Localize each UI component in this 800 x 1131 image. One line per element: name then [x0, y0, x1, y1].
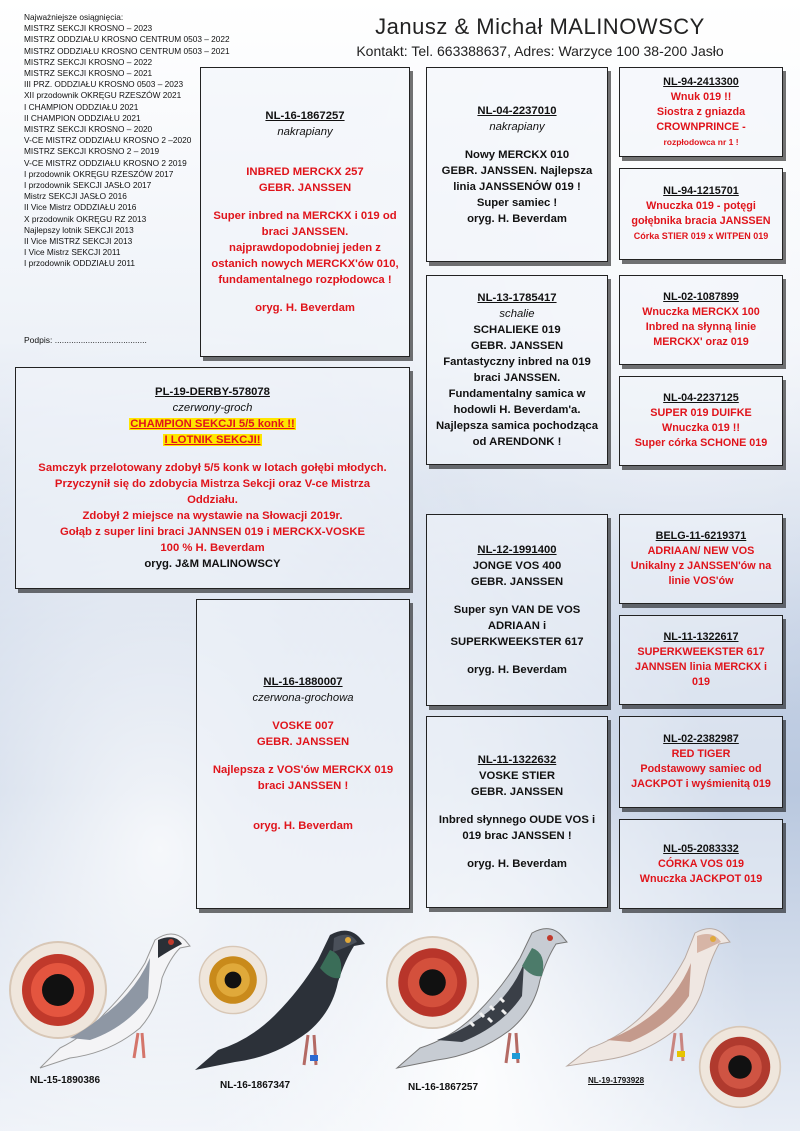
- pigeon-name: INBRED MERCKX 257: [246, 166, 364, 178]
- color-label: czerwony-groch: [172, 402, 253, 414]
- achievement-item: MISTRZ SEKCJI KROSNO – 2023: [24, 23, 153, 34]
- description: rozpłodowca nr 1 !: [663, 136, 739, 147]
- origin: oryg. H. Beverdam: [467, 858, 567, 870]
- ring-number: NL-11-1322632: [477, 754, 557, 766]
- pigeon-ring-label: NL-16-1867257: [408, 1082, 479, 1093]
- achievement-item: Najważniejsze osiągnięcia:: [24, 12, 124, 22]
- champion-badge: CHAMPION SEKCJI 5/5 konk !!: [130, 418, 295, 430]
- pigeon-card: [426, 275, 608, 465]
- pigeon-card: [426, 514, 608, 706]
- pigeon-ring-label: NL-19-1793928: [588, 1076, 645, 1085]
- ring-number: NL-12-1991400: [477, 544, 557, 556]
- percent-origin: 100 % H. Beverdam: [160, 542, 265, 554]
- achievement-item: V-CE MISTRZ ODDZIAŁU KROSNO 2 –2020: [24, 135, 192, 146]
- pigeon-dark-checker-icon: [190, 920, 370, 1085]
- origin: oryg. H. Beverdam: [467, 212, 567, 225]
- pigeon-card: [196, 599, 410, 909]
- ring-number: NL-05-2083332: [663, 842, 739, 855]
- achievement-item: XII przodownik OKRĘGU RZESZÓW 2021: [24, 90, 182, 101]
- description: CÓRKA VOS 019: [657, 857, 744, 870]
- description: Samczyk przelotowany zdobył 5/5 konk w lotach gołębi młodych. Przyczynił się do zdobycia Mistrza Sekcji oraz V-ce Mistrza Oddziału.: [38, 462, 387, 506]
- description: Wnuczka 019 !!: [662, 422, 740, 434]
- breeder-name: GEBR. JANSSEN: [258, 182, 352, 194]
- signature-line: Podpis: .......................................: [24, 335, 147, 345]
- ring-number: NL-13-1785417: [477, 292, 557, 304]
- pigeon-name: SCHALIEKE 019: [473, 324, 561, 336]
- description: JANNSEN linia MERCKX i 019: [635, 661, 767, 688]
- pigeon-ring-label: NL-16-1867347: [220, 1080, 291, 1091]
- achievement-item: II Vice MISTRZ SEKCJI 2013: [24, 236, 133, 247]
- ring-number: NL-04-2237125: [663, 392, 739, 404]
- pigeon-card: [619, 275, 783, 365]
- achievement-item: Najlepszy lotnik SEKCJI 2013: [24, 224, 134, 235]
- pigeon-ring-label: NL-15-1890386: [30, 1075, 101, 1086]
- ring-number: NL-16-1880007: [263, 676, 343, 688]
- origin: oryg. H. Beverdam: [467, 664, 567, 676]
- pigeon-eye-icon: [698, 1025, 782, 1109]
- pigeon-card: [619, 168, 783, 260]
- description: Unikalny z JANSSEN'ów na linie VOS'ów: [630, 560, 772, 587]
- pigeon-name: VOSKE STIER: [479, 770, 555, 782]
- color-label: nakrapiany: [489, 120, 545, 133]
- achievement-item: Mistrz SEKCJI JASŁO 2016: [24, 191, 127, 202]
- description: Super samiec !: [476, 196, 558, 209]
- description: Wnuczka JACKPOT 019: [639, 872, 763, 885]
- origin: oryg. H. Beverdam: [253, 820, 353, 832]
- description: Super córka SCHONE 019: [634, 437, 768, 449]
- pigeon-card: [426, 67, 608, 262]
- color-label: nakrapiany: [277, 126, 333, 138]
- ring-number: NL-02-2382987: [663, 733, 739, 745]
- ring-number: NL-94-2413300: [663, 75, 739, 88]
- ring-number: NL-94-1215701: [663, 185, 739, 197]
- breeder-name: GEBR. JANSSEN: [256, 736, 350, 748]
- achievement-item: MISTRZ SEKCJI KROSNO – 2020: [24, 124, 153, 135]
- champion-card: [15, 367, 410, 589]
- achievement-item: I przodownik OKRĘGU RZESZÓW 2017: [24, 168, 174, 179]
- pigeon-card: [426, 716, 608, 908]
- ring-number: NL-04-2237010: [477, 104, 557, 117]
- description: Córka STIER 019 x WITPEN 019: [633, 231, 769, 241]
- pigeon-spotted-icon: [392, 918, 572, 1083]
- description: Wnuczka MERCKX 100 Inbred na słynną linie MERCKX' oraz 019: [642, 306, 760, 348]
- pigeon-blue-white-icon: [30, 918, 195, 1078]
- ring-number: PL-19-DERBY-578078: [155, 386, 270, 398]
- page-title: Janusz & Michał MALINOWSCY: [375, 14, 705, 39]
- pigeon-name: VOSKE 007: [272, 720, 334, 732]
- description: Siostra z gniazda CROWNPRINCE -: [656, 105, 746, 133]
- achievement-item: III PRZ. ODDZIAŁU KROSNO 0503 – 2023: [24, 79, 184, 90]
- achievement-item: V-CE MISTRZ ODDZIAŁU KROSNO 2 2019: [24, 157, 187, 168]
- pigeon-card: [619, 376, 783, 466]
- description: Fantastyczny inbred na 019 braci JANSSEN. Fundamentalny samica w hodowli H. Beverdam'a. Najlepsza samica pochodząca od ARENDONK !: [436, 356, 598, 448]
- pigeon-card: [619, 819, 783, 909]
- color-label: czerwona-grochowa: [252, 692, 354, 704]
- achievement-item: MISTRZ SEKCJI KROSNO – 2022: [24, 56, 153, 67]
- achievement-item: I CHAMPION ODDZIAŁU 2021: [24, 101, 139, 112]
- exhibition-note: Zdobył 2 miejsce na wystawie na Słowacji 2019r.: [82, 510, 343, 522]
- description: Podstawowy samiec od JACKPOT i wyśmienitą 019: [631, 763, 771, 790]
- breeder-name: GEBR. JANSSEN: [470, 786, 564, 798]
- lotnik-badge: I LOTNIK SEKCJI!: [164, 434, 261, 446]
- description: SUPER 019 DUIFKE: [650, 407, 752, 419]
- breeder-name: GEBR. JANSSEN: [470, 576, 564, 588]
- ring-number: NL-16-1867257: [265, 110, 345, 122]
- description: SUPERKWEEKSTER 617: [637, 646, 765, 658]
- achievement-item: II Vice Mistrz ODDZIAŁU 2016: [24, 202, 137, 213]
- ring-number: BELG-11-6219371: [655, 530, 747, 542]
- description: Wnuczka 019 - potęgi gołębnika bracia JANSSEN: [631, 200, 771, 227]
- achievement-item: I przodownik SEKCJI JASŁO 2017: [24, 180, 152, 191]
- achievement-item: II CHAMPION ODDZIAŁU 2021: [24, 112, 141, 123]
- color-label: schalie: [499, 308, 535, 320]
- achievement-item: MISTRZ SEKCJI KROSNO – 2021: [24, 68, 153, 79]
- achievement-item: X przodownik OKRĘGU RZ 2013: [24, 213, 147, 224]
- ring-number: NL-11-1322617: [663, 631, 739, 643]
- pigeon-card: [200, 67, 410, 357]
- description: Wnuk 019 !!: [670, 90, 732, 103]
- contact-line: Kontakt: Tel. 663388637, Adres: Warzyce 100 38-200 Jasło: [356, 43, 724, 59]
- description: Najlepsza z VOS'ów MERCKX 019 braci JANSSEN !: [212, 764, 394, 792]
- description: Super syn VAN DE VOS ADRIAAN i SUPERKWEEKSTER 617: [450, 604, 584, 648]
- origin: oryg. J&M MALINOWSCY: [144, 558, 281, 570]
- pigeon-card: [619, 716, 783, 808]
- description: Super inbred na MERCKX i 019 od braci JANSSEN. najprawdopodobniej jeden z ostanich nowych MERCKX'ów 010, fundamentalnego rozpłodowca !: [211, 210, 399, 286]
- lineage: Gołąb z super lini braci JANNSEN 019 i MERCKX-VOSKE: [59, 526, 366, 538]
- breeder-name: GEBR. JANSSEN: [470, 340, 564, 352]
- achievement-item: MISTRZ SEKCJI KROSNO 2 – 2019: [24, 146, 160, 157]
- achievement-item: MISTRZ ODDZIAŁU KROSNO CENTRUM 0503 – 2021: [24, 45, 230, 56]
- achievement-item: MISTRZ ODDZIAŁU KROSNO CENTRUM 0503 – 2022: [24, 34, 230, 45]
- achievement-item: I Vice Mistrz SEKCJI 2011: [24, 247, 121, 258]
- breeder-name: GEBR. JANSSEN. Najlepsza linia JANSSENÓW 019 !: [441, 164, 593, 193]
- pigeon-card: [619, 514, 783, 604]
- pigeon-name: Nowy MERCKX 010: [464, 148, 570, 161]
- description: ADRIAAN/ NEW VOS: [647, 545, 755, 557]
- origin: oryg. H. Beverdam: [255, 302, 355, 314]
- pigeon-name: JONGE VOS 400: [472, 560, 562, 572]
- achievement-item: I przodownik ODDZIAŁU 2011: [24, 258, 135, 269]
- description: RED TIGER: [671, 748, 731, 760]
- ring-number: NL-02-1087899: [663, 291, 739, 303]
- pigeon-card: [619, 67, 783, 157]
- pigeon-card: [619, 615, 783, 705]
- description: Inbred słynnego OUDE VOS i 019 brac JANSSEN !: [438, 814, 596, 842]
